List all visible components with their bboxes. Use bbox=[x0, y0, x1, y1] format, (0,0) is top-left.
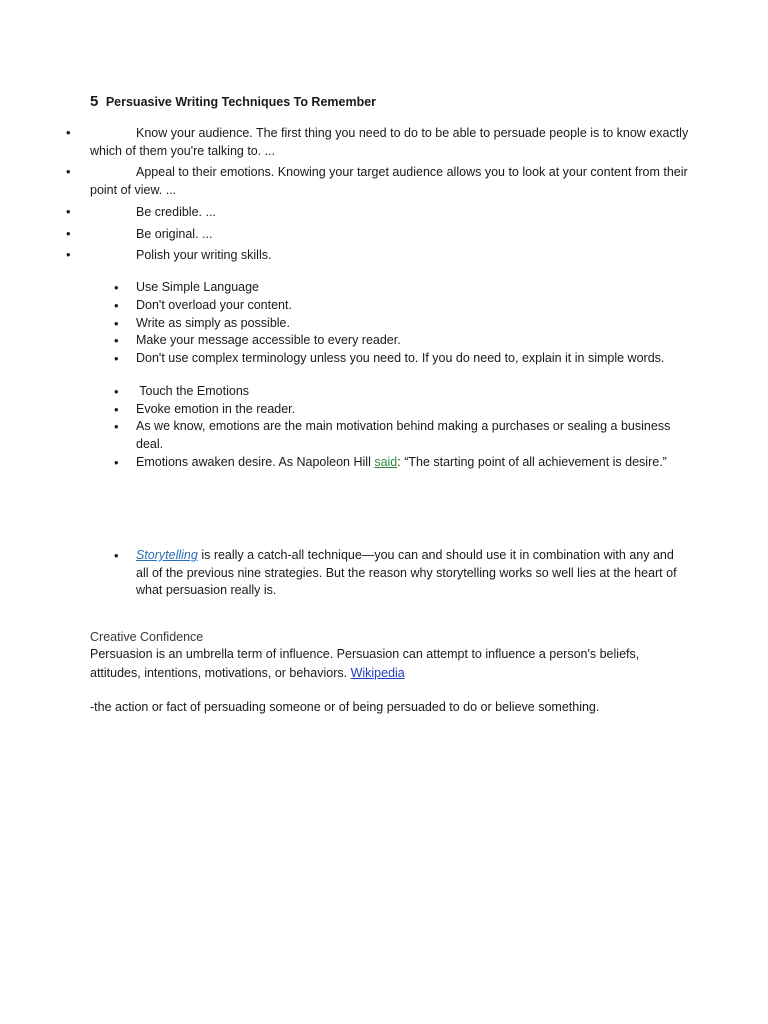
sub-list-item bbox=[114, 332, 686, 350]
bullet: • bbox=[66, 204, 71, 219]
title-number: 5 bbox=[90, 93, 99, 110]
sub-list-item bbox=[114, 279, 686, 297]
sub-list-item bbox=[114, 401, 686, 419]
sub-list-item-text: Don't overload your content. bbox=[136, 298, 292, 312]
storytelling-text: is really a catch-all technique—you can and should use it in combination with any and all of the previous nine strategies. But the reason why storytelling works so well lies at the heart of what persuasion really is. bbox=[136, 548, 677, 597]
list-item bbox=[66, 163, 690, 199]
dictionary-definition: -the action or fact of persuading someone or of being persuaded to do or believe something. bbox=[90, 700, 600, 714]
bullet: • bbox=[114, 316, 119, 331]
sub-list-item-text: Write as simply as possible. bbox=[136, 316, 290, 330]
bullet: • bbox=[114, 419, 119, 434]
sub-list-item bbox=[114, 383, 686, 401]
sub-list-item-text: As we know, emotions are the main motivation behind making a purchases or sealing a business deal. bbox=[136, 419, 671, 451]
sub-list-item bbox=[114, 350, 686, 368]
sub-list-item bbox=[114, 547, 686, 600]
bullet: • bbox=[114, 333, 119, 348]
bullet: • bbox=[114, 280, 119, 295]
bullet: • bbox=[114, 455, 119, 470]
storytelling-link[interactable]: Storytelling bbox=[136, 548, 198, 562]
list-item-text: Know your audience. The first thing you need to do to be able to persuade people is to know exactly which of them you're talking to. ... bbox=[90, 126, 689, 158]
said-link[interactable]: said bbox=[374, 455, 398, 469]
list-item-text: Polish your writing skills. bbox=[136, 248, 272, 262]
sub-list-item bbox=[114, 315, 686, 333]
sub-list-item bbox=[114, 454, 686, 472]
bullet: • bbox=[114, 402, 119, 417]
source-label: Creative Confidence bbox=[90, 630, 204, 644]
list-item-text: Appeal to their emotions. Knowing your target audience allows you to look at your content from their point of view. ... bbox=[90, 165, 688, 197]
sub-list-item-text: Use Simple Language bbox=[136, 280, 259, 294]
definition-paragraph bbox=[90, 645, 690, 683]
list-item bbox=[66, 124, 690, 160]
bullet: • bbox=[114, 298, 119, 313]
sub-list-item-text: Touch the Emotions bbox=[136, 384, 250, 398]
definition-text: Persuasion is an umbrella term of influence. Persuasion can attempt to influence a person's beliefs, attitudes, intentions, motivations, or behaviors. bbox=[90, 647, 640, 680]
bullet: • bbox=[66, 164, 71, 179]
list-item-text: Be credible. ... bbox=[136, 205, 216, 219]
bullet: • bbox=[66, 247, 71, 262]
list-item bbox=[66, 225, 690, 243]
quote-text-after: : “The starting point of all achievement is desire.” bbox=[397, 455, 667, 469]
sub-list-item bbox=[114, 297, 686, 315]
wikipedia-link[interactable]: Wikipedia bbox=[350, 666, 405, 680]
bullet: • bbox=[66, 226, 71, 241]
list-item bbox=[66, 203, 690, 221]
list-item bbox=[66, 246, 690, 264]
bullet: • bbox=[114, 351, 119, 366]
sub-list-item bbox=[114, 418, 686, 453]
sub-list-item-text: Make your message accessible to every reader. bbox=[136, 333, 401, 347]
page-title bbox=[90, 94, 376, 110]
bullet: • bbox=[66, 125, 71, 140]
quote-text-before: Emotions awaken desire. As Napoleon Hill bbox=[136, 455, 375, 469]
list-item-text: Be original. ... bbox=[136, 227, 213, 241]
bullet: • bbox=[114, 548, 119, 563]
sub-list-item-text: Evoke emotion in the reader. bbox=[136, 402, 296, 416]
sub-list-item-text: Don't use complex terminology unless you need to. If you do need to, explain it in simple words. bbox=[136, 351, 665, 365]
bullet: • bbox=[114, 384, 119, 399]
title-text: Persuasive Writing Techniques To Remember bbox=[105, 95, 377, 109]
